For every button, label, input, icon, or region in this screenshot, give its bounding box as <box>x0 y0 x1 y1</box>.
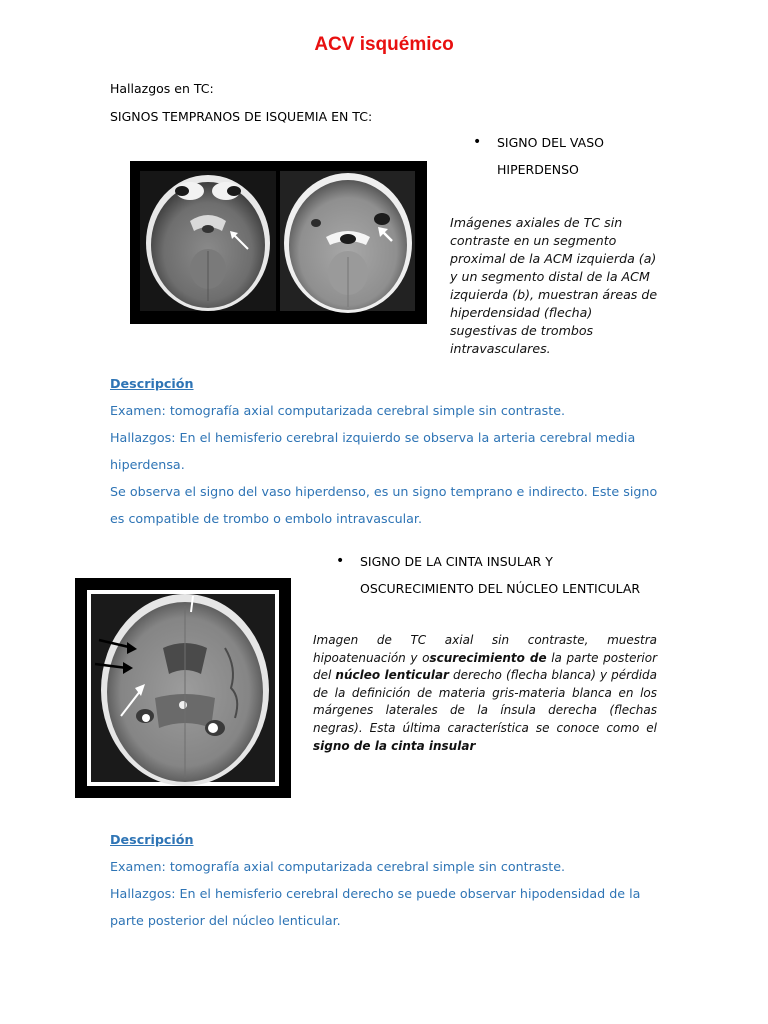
page-title: ACV isquémico <box>314 34 454 55</box>
description-line: Examen: tomografía axial computarizada cerebral simple sin contraste. <box>110 403 566 418</box>
bullet-line: OSCURECIMIENTO DEL NÚCLEO LENTICULAR <box>360 581 641 596</box>
caption-line: hiperdensidad (flecha) <box>450 305 593 320</box>
bullet-icon: • <box>336 553 345 569</box>
ct-scan-image <box>130 161 427 324</box>
caption-text: la parte posterior del <box>313 650 658 683</box>
bullet-line: HIPERDENSO <box>497 162 579 177</box>
figure-caption-vaso <box>450 214 670 358</box>
caption-line: sugestivas de trombos <box>450 323 594 338</box>
description-line: Se observa el signo del vaso hiperdenso, es un signo temprano e indirecto. Este signo <box>110 484 658 499</box>
bullet-line: SIGNO DE LA CINTA INSULAR Y <box>360 554 553 569</box>
description-title: Descripción <box>110 832 194 847</box>
bullet-cinta-insular <box>336 548 641 602</box>
description-line: Hallazgos: En el hemisferio cerebral derecho se puede observar hipodensidad de la <box>110 886 641 901</box>
description-block-2 <box>110 826 670 934</box>
description-title: Descripción <box>110 376 194 391</box>
bullet-icon: • <box>473 134 482 150</box>
caption-bold-text: núcleo lenticular <box>335 668 449 683</box>
caption-line: y un segmento distal de la ACM <box>450 269 650 284</box>
caption-line: contraste en un segmento <box>450 233 617 248</box>
caption-text: derecho (flecha blanca) y pérdida de la definición de materia gris-materia blanca en los márgenes laterales de la ínsula derecha (flechas negras). Esta última característica se conoce como el <box>313 668 658 735</box>
ct-figure-cinta-insular <box>75 578 291 798</box>
description-line: parte posterior del núcleo lenticular. <box>110 913 341 928</box>
caption-line: izquierda (b), muestran áreas de <box>450 287 658 302</box>
figure-caption-cinta <box>313 632 657 755</box>
caption-line: proximal de la ACM izquierda (a) <box>450 251 657 266</box>
description-line: hiperdensa. <box>110 457 185 472</box>
heading-signos: SIGNOS TEMPRANOS DE ISQUEMIA EN TC: <box>110 109 373 124</box>
bullet-vaso-hiperdenso <box>473 129 605 183</box>
caption-line: intravasculares. <box>450 341 551 356</box>
description-block-1 <box>110 370 670 532</box>
caption-line: Imágenes axiales de TC sin <box>450 215 623 230</box>
caption-text: Imagen de TC axial sin contraste, muestra hipoatenuación y o <box>313 633 657 665</box>
caption-bold-text: scurecimiento de <box>429 650 547 665</box>
ct-figure-vaso-hiperdenso <box>130 161 427 324</box>
heading-hallazgos: Hallazgos en TC: <box>110 81 214 96</box>
bullet-line: SIGNO DEL VASO <box>497 135 605 150</box>
caption-bold-text: signo de la cinta insular <box>313 738 476 753</box>
description-line: es compatible de trombo o embolo intravascular. <box>110 511 422 526</box>
description-line: Hallazgos: En el hemisferio cerebral izquierdo se observa la arteria cerebral media <box>110 430 636 445</box>
description-line: Examen: tomografía axial computarizada cerebral simple sin contraste. <box>110 859 566 874</box>
ct-scan-image <box>75 578 291 798</box>
